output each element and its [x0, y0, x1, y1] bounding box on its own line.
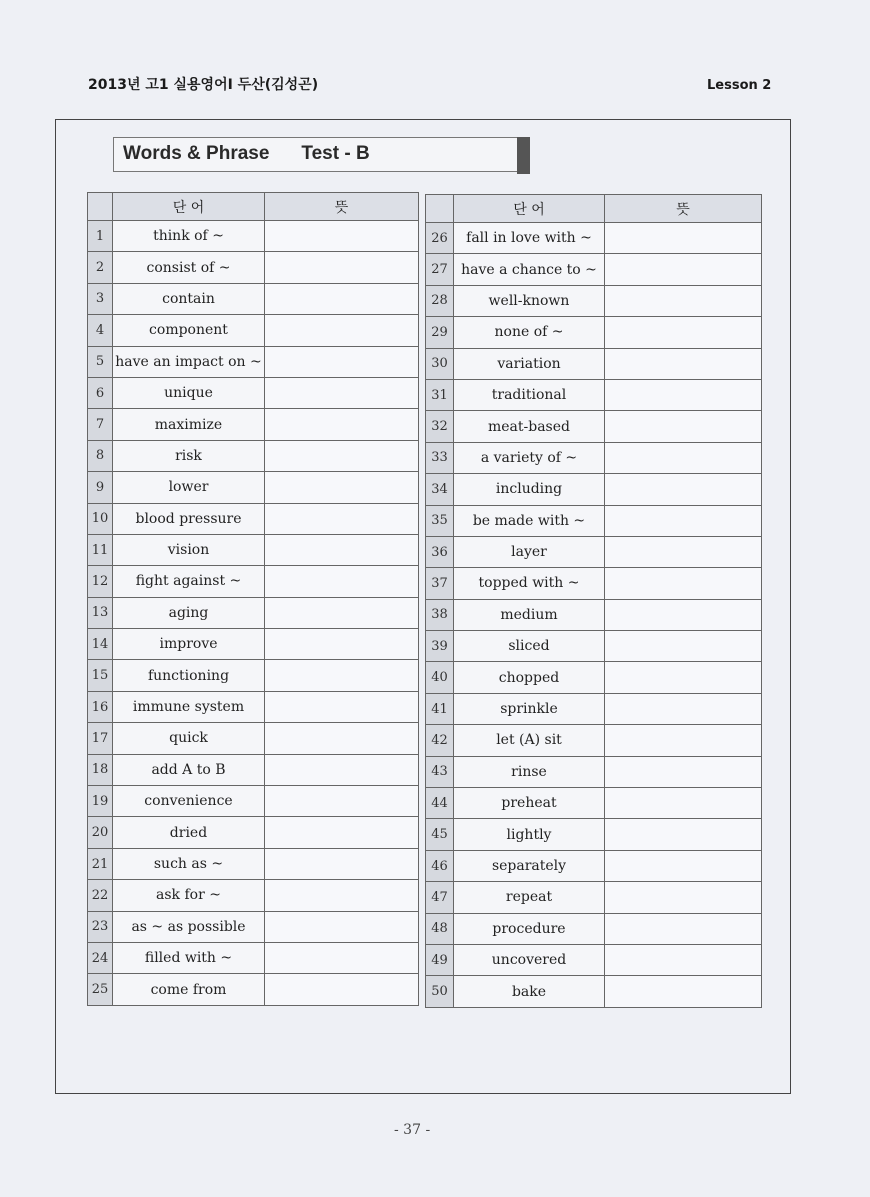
meaning-answer-cell[interactable]	[265, 315, 419, 346]
meaning-answer-cell[interactable]	[605, 788, 762, 819]
item-number: 3	[88, 283, 113, 314]
item-number: 11	[88, 534, 113, 565]
vocab-word: fall in love with ~	[454, 223, 605, 254]
meaning-answer-cell[interactable]	[605, 223, 762, 254]
item-number: 9	[88, 472, 113, 503]
vocab-row	[88, 911, 419, 942]
vocab-row	[426, 568, 762, 599]
test-title-part2: Test - B	[301, 143, 370, 164]
meaning-answer-cell[interactable]	[265, 252, 419, 283]
vocab-word: none of ~	[454, 317, 605, 348]
item-number: 44	[426, 788, 454, 819]
vocab-row	[426, 505, 762, 536]
item-number: 48	[426, 913, 454, 944]
item-number: 16	[88, 691, 113, 722]
vocab-row	[426, 976, 762, 1007]
meaning-answer-cell[interactable]	[265, 597, 419, 628]
item-number: 50	[426, 976, 454, 1007]
vocab-word: separately	[454, 850, 605, 881]
meaning-answer-cell[interactable]	[605, 662, 762, 693]
item-number: 46	[426, 850, 454, 881]
meaning-answer-cell[interactable]	[605, 411, 762, 442]
vocab-word: uncovered	[454, 944, 605, 975]
vocab-word: as ~ as possible	[113, 911, 265, 942]
vocab-row	[426, 317, 762, 348]
vocab-row	[88, 786, 419, 817]
item-number: 13	[88, 597, 113, 628]
vocab-word: lower	[113, 472, 265, 503]
item-number: 27	[426, 254, 454, 285]
vocab-word: blood pressure	[113, 503, 265, 534]
vocab-row	[426, 913, 762, 944]
vocab-table-right	[425, 194, 762, 1008]
vocab-row	[88, 942, 419, 973]
vocab-row	[426, 788, 762, 819]
meaning-answer-cell[interactable]	[265, 503, 419, 534]
vocab-word: lightly	[454, 819, 605, 850]
vocab-row	[88, 346, 419, 377]
meaning-answer-cell[interactable]	[605, 631, 762, 662]
vocab-word: repeat	[454, 882, 605, 913]
item-number: 1	[88, 221, 113, 252]
meaning-answer-cell[interactable]	[605, 756, 762, 787]
meaning-answer-cell[interactable]	[605, 254, 762, 285]
item-number: 30	[426, 348, 454, 379]
item-number: 21	[88, 848, 113, 879]
document-header-title: 2013년 고1 실용영어I 두산(김성곤)	[88, 77, 319, 93]
vocab-word: functioning	[113, 660, 265, 691]
vocab-row	[88, 691, 419, 722]
item-number: 34	[426, 474, 454, 505]
item-number: 25	[88, 974, 113, 1005]
vocab-row	[88, 377, 419, 408]
number-column-header	[426, 195, 454, 223]
vocab-word: improve	[113, 629, 265, 660]
meaning-answer-cell[interactable]	[265, 377, 419, 408]
vocab-word: including	[454, 474, 605, 505]
vocab-word: immune system	[113, 691, 265, 722]
item-number: 5	[88, 346, 113, 377]
meaning-answer-cell[interactable]	[265, 974, 419, 1005]
vocab-row	[88, 754, 419, 785]
vocab-word: add A to B	[113, 754, 265, 785]
vocab-row	[88, 848, 419, 879]
meaning-answer-cell[interactable]	[605, 976, 762, 1007]
meaning-answer-cell[interactable]	[265, 660, 419, 691]
vocab-row	[88, 597, 419, 628]
meaning-column-header: 뜻	[265, 193, 419, 221]
meaning-answer-cell[interactable]	[265, 221, 419, 252]
item-number: 37	[426, 568, 454, 599]
vocab-row	[426, 725, 762, 756]
item-number: 42	[426, 725, 454, 756]
meaning-answer-cell[interactable]	[265, 880, 419, 911]
vocab-row	[426, 850, 762, 881]
meaning-answer-cell[interactable]	[605, 568, 762, 599]
vocab-word: traditional	[454, 379, 605, 410]
vocab-word: sliced	[454, 631, 605, 662]
item-number: 10	[88, 503, 113, 534]
meaning-answer-cell[interactable]	[265, 472, 419, 503]
item-number: 47	[426, 882, 454, 913]
vocab-table-left	[87, 192, 419, 1006]
item-number: 45	[426, 819, 454, 850]
vocab-word: have an impact on ~	[113, 346, 265, 377]
vocab-row	[426, 536, 762, 567]
item-number: 14	[88, 629, 113, 660]
item-number: 38	[426, 599, 454, 630]
vocab-row	[426, 411, 762, 442]
word-column-header: 단 어	[113, 193, 265, 221]
vocab-row	[88, 440, 419, 471]
item-number: 35	[426, 505, 454, 536]
item-number: 8	[88, 440, 113, 471]
vocab-row	[426, 882, 762, 913]
vocab-word: quick	[113, 723, 265, 754]
vocab-word: layer	[454, 536, 605, 567]
vocab-row	[88, 472, 419, 503]
item-number: 49	[426, 944, 454, 975]
vocab-word: convenience	[113, 786, 265, 817]
meaning-answer-cell[interactable]	[265, 817, 419, 848]
meaning-answer-cell[interactable]	[605, 913, 762, 944]
vocab-word: rinse	[454, 756, 605, 787]
vocab-word: maximize	[113, 409, 265, 440]
meaning-answer-cell[interactable]	[265, 346, 419, 377]
meaning-answer-cell[interactable]	[265, 754, 419, 785]
meaning-answer-cell[interactable]	[265, 691, 419, 722]
meaning-answer-cell[interactable]	[605, 850, 762, 881]
vocab-row	[88, 629, 419, 660]
meaning-answer-cell[interactable]	[265, 566, 419, 597]
vocab-row	[88, 534, 419, 565]
meaning-answer-cell[interactable]	[605, 442, 762, 473]
vocab-word: a variety of ~	[454, 442, 605, 473]
item-number: 23	[88, 911, 113, 942]
vocab-word: vision	[113, 534, 265, 565]
vocab-row	[88, 283, 419, 314]
number-column-header	[88, 193, 113, 221]
meaning-answer-cell[interactable]	[265, 534, 419, 565]
vocab-word: component	[113, 315, 265, 346]
meaning-answer-cell[interactable]	[605, 379, 762, 410]
vocab-row	[88, 723, 419, 754]
item-number: 33	[426, 442, 454, 473]
vocab-word: well-known	[454, 285, 605, 316]
title-accent-bar	[517, 137, 530, 174]
vocab-word: ask for ~	[113, 880, 265, 911]
vocab-row	[88, 974, 419, 1005]
item-number: 28	[426, 285, 454, 316]
meaning-answer-cell[interactable]	[265, 629, 419, 660]
item-number: 43	[426, 756, 454, 787]
item-number: 32	[426, 411, 454, 442]
vocab-word: risk	[113, 440, 265, 471]
item-number: 15	[88, 660, 113, 691]
meaning-answer-cell[interactable]	[605, 944, 762, 975]
item-number: 36	[426, 536, 454, 567]
item-number: 20	[88, 817, 113, 848]
vocab-word: preheat	[454, 788, 605, 819]
vocab-word: procedure	[454, 913, 605, 944]
item-number: 18	[88, 754, 113, 785]
item-number: 40	[426, 662, 454, 693]
meaning-answer-cell[interactable]	[265, 440, 419, 471]
vocab-row	[426, 599, 762, 630]
vocab-word: fight against ~	[113, 566, 265, 597]
vocab-row	[426, 756, 762, 787]
vocab-word: such as ~	[113, 848, 265, 879]
meaning-answer-cell[interactable]	[265, 409, 419, 440]
meaning-answer-cell[interactable]	[265, 848, 419, 879]
item-number: 12	[88, 566, 113, 597]
meaning-answer-cell[interactable]	[605, 882, 762, 913]
item-number: 24	[88, 942, 113, 973]
vocab-word: be made with ~	[454, 505, 605, 536]
vocab-word: consist of ~	[113, 252, 265, 283]
item-number: 7	[88, 409, 113, 440]
meaning-answer-cell[interactable]	[605, 536, 762, 567]
vocab-word: think of ~	[113, 221, 265, 252]
item-number: 4	[88, 315, 113, 346]
vocab-word: chopped	[454, 662, 605, 693]
word-column-header: 단 어	[454, 195, 605, 223]
vocab-row	[426, 285, 762, 316]
item-number: 2	[88, 252, 113, 283]
vocab-row	[426, 631, 762, 662]
meaning-answer-cell[interactable]	[605, 285, 762, 316]
meaning-answer-cell[interactable]	[605, 474, 762, 505]
vocab-word: topped with ~	[454, 568, 605, 599]
vocab-row	[426, 662, 762, 693]
vocab-row	[88, 315, 419, 346]
vocab-row	[88, 660, 419, 691]
vocab-word: variation	[454, 348, 605, 379]
item-number: 41	[426, 693, 454, 724]
vocab-word: contain	[113, 283, 265, 314]
vocab-row	[88, 817, 419, 848]
vocab-row	[88, 566, 419, 597]
vocab-row	[426, 819, 762, 850]
meaning-answer-cell[interactable]	[265, 942, 419, 973]
meaning-answer-cell[interactable]	[605, 693, 762, 724]
vocab-word: unique	[113, 377, 265, 408]
page-number: - 37 -	[394, 1122, 431, 1138]
meaning-answer-cell[interactable]	[265, 786, 419, 817]
meaning-answer-cell[interactable]	[605, 819, 762, 850]
vocab-word: filled with ~	[113, 942, 265, 973]
test-title-part1: Words & Phrase	[123, 143, 270, 164]
item-number: 6	[88, 377, 113, 408]
item-number: 29	[426, 317, 454, 348]
meaning-answer-cell[interactable]	[605, 725, 762, 756]
vocab-word: come from	[113, 974, 265, 1005]
vocab-row	[88, 409, 419, 440]
vocab-word: bake	[454, 976, 605, 1007]
vocab-word: aging	[113, 597, 265, 628]
vocab-row	[426, 223, 762, 254]
meaning-answer-cell[interactable]	[265, 723, 419, 754]
lesson-label: Lesson 2	[707, 78, 772, 93]
item-number: 17	[88, 723, 113, 754]
vocab-word: let (A) sit	[454, 725, 605, 756]
item-number: 31	[426, 379, 454, 410]
vocab-row	[426, 379, 762, 410]
vocab-word: have a chance to ~	[454, 254, 605, 285]
vocab-row	[426, 693, 762, 724]
meaning-answer-cell[interactable]	[265, 911, 419, 942]
item-number: 19	[88, 786, 113, 817]
item-number: 26	[426, 223, 454, 254]
meaning-answer-cell[interactable]	[605, 317, 762, 348]
item-number: 39	[426, 631, 454, 662]
meaning-answer-cell[interactable]	[605, 348, 762, 379]
vocab-row	[426, 348, 762, 379]
test-title-box	[113, 137, 528, 172]
vocab-word: dried	[113, 817, 265, 848]
vocab-row	[88, 880, 419, 911]
item-number: 22	[88, 880, 113, 911]
vocab-row	[426, 474, 762, 505]
test-title	[123, 143, 370, 165]
vocab-word: sprinkle	[454, 693, 605, 724]
vocab-row	[88, 503, 419, 534]
vocab-row	[426, 254, 762, 285]
vocab-row	[88, 221, 419, 252]
vocab-row	[88, 252, 419, 283]
meaning-answer-cell[interactable]	[605, 599, 762, 630]
meaning-column-header: 뜻	[605, 195, 762, 223]
meaning-answer-cell[interactable]	[605, 505, 762, 536]
vocab-row	[426, 944, 762, 975]
vocab-word: medium	[454, 599, 605, 630]
vocab-word: meat-based	[454, 411, 605, 442]
meaning-answer-cell[interactable]	[265, 283, 419, 314]
vocab-row	[426, 442, 762, 473]
